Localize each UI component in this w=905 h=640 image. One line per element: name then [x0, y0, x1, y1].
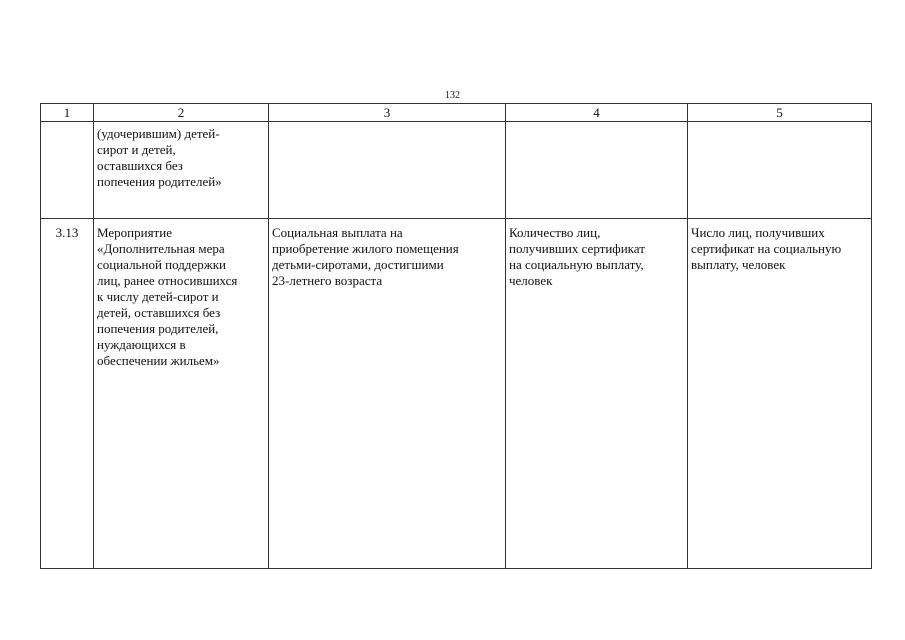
event-name-cell: (удочерившим) детей- сирот и детей, оставшихся без попечения родителей» [94, 122, 269, 219]
indicator-cell: Количество лиц, получивших сертификат на социальную выплату, человек [506, 219, 688, 569]
document-table [40, 103, 872, 569]
measure-cell [688, 122, 872, 219]
header-cell-1: 1 [41, 104, 94, 122]
table-row [41, 219, 872, 569]
header-cell-5: 5 [688, 104, 872, 122]
indicator-cell [506, 122, 688, 219]
description-cell: Социальная выплата на приобретение жилого помещения детьми-сиротами, достигшими 23-летнего возраста [269, 219, 506, 569]
measure-cell: Число лиц, получивших сертификат на социальную выплату, человек [688, 219, 872, 569]
header-cell-2: 2 [94, 104, 269, 122]
table-row [41, 122, 872, 219]
header-cell-3: 3 [269, 104, 506, 122]
row-number-cell [41, 122, 94, 219]
table-header-row [41, 104, 872, 122]
event-name-cell: Мероприятие «Дополнительная мера социальной поддержки лиц, ранее относившихся к числу детей-сирот и детей, оставшихся без попечения родителей, нуждающихся в обеспечении жильем» [94, 219, 269, 569]
page-number: 132 [445, 90, 460, 101]
row-number-cell: 3.13 [41, 219, 94, 569]
description-cell [269, 122, 506, 219]
header-cell-4: 4 [506, 104, 688, 122]
